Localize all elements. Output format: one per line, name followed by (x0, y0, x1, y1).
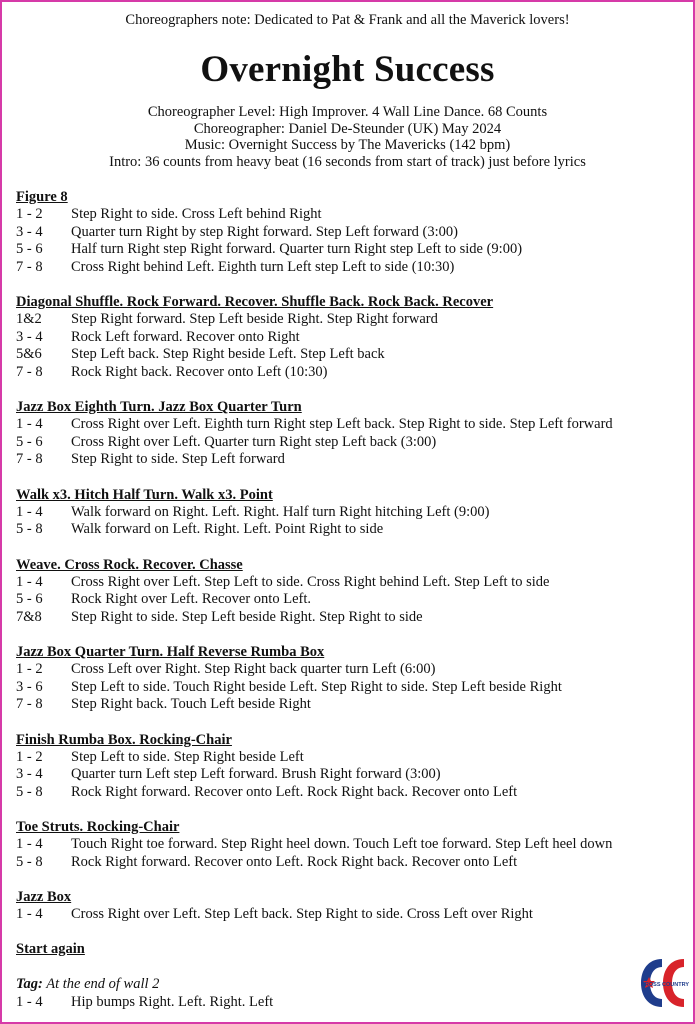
step-row (16, 241, 683, 259)
dance-section (16, 643, 683, 714)
start-again: Start again (16, 940, 85, 957)
step-count: 7 - 8 (16, 258, 43, 275)
info-level: Choreographer Level: High Improver. 4 Wall Line Dance. 68 Counts (147, 104, 548, 120)
section-heading: Figure 8 (16, 189, 68, 205)
step-description: Hip bumps Right. Left. Right. Left (71, 993, 274, 1010)
step-description: Step Right forward. Step Left beside Right. Step Right forward (71, 311, 438, 327)
dance-section (16, 398, 683, 469)
step-description: Half turn Right step Right forward. Quarter turn Right step Left to side (9:00) (71, 241, 523, 257)
step-count: 3 - 4 (16, 328, 43, 345)
step-count: 1 - 4 (16, 836, 43, 852)
step-description: Walk forward on Left. Right. Left. Point Right to side (71, 521, 384, 537)
step-description: Cross Right behind Left. Eighth turn Left step Left to side (10:30) (71, 258, 455, 275)
step-row (16, 766, 683, 784)
dance-section (16, 888, 683, 924)
section-heading: Finish Rumba Box. Rocking-Chair (16, 731, 232, 748)
step-count: 1 - 2 (16, 206, 43, 222)
step-description: Step Right to side. Step Left forward (71, 451, 285, 467)
step-row (16, 591, 683, 609)
step-description: Cross Right over Left. Eighth turn Right step Left back. Step Right to side. Step Left forward (71, 416, 613, 432)
dance-section (16, 486, 683, 539)
step-row (16, 259, 683, 277)
dance-info (2, 104, 693, 170)
step-description: Step Left back. Step Right beside Left. Step Left back (71, 346, 385, 362)
step-count: 1 - 4 (16, 906, 43, 922)
step-description: Touch Right toe forward. Step Right heel down. Touch Left toe forward. Step Left heel down (71, 836, 613, 852)
step-description: Step Right back. Touch Left beside Right (71, 696, 311, 712)
step-row (16, 661, 683, 679)
tag-label: Tag: (16, 976, 43, 992)
step-count: 1 - 4 (16, 416, 43, 432)
step-row (16, 329, 683, 347)
section-heading: Weave. Cross Rock. Recover. Chasse (16, 556, 243, 573)
step-count: 5 - 8 (16, 783, 43, 800)
step-row (16, 836, 683, 854)
logo-text: CROSS COUNTRY (640, 982, 690, 988)
sections-list (16, 188, 683, 924)
step-description: Rock Left forward. Recover onto Right (71, 328, 300, 345)
step-count: 3 - 4 (16, 223, 43, 240)
step-count: 5 - 6 (16, 433, 43, 450)
dance-section (16, 556, 683, 627)
step-count: 5 - 8 (16, 521, 43, 537)
step-description: Cross Right over Left. Step Left to side. Cross Right behind Left. Step Left to side (71, 573, 550, 590)
step-count: 7&8 (16, 608, 42, 625)
section-heading: Jazz Box Eighth Turn. Jazz Box Quarter Turn (16, 399, 302, 415)
step-count: 5 - 6 (16, 591, 43, 607)
section-heading: Diagonal Shuffle. Rock Forward. Recover. Shuffle Back. Rock Back. Recover (16, 294, 494, 310)
section-heading: Toe Struts. Rocking-Chair (16, 819, 180, 835)
step-description: Rock Right forward. Recover onto Left. Rock Right back. Recover onto Left (71, 783, 518, 800)
step-description: Cross Right over Left. Step Left back. Step Right to side. Cross Left over Right (71, 906, 533, 922)
step-description: Step Left to side. Step Right beside Left (71, 748, 304, 765)
step-description: Cross Left over Right. Step Right back quarter turn Left (6:00) (71, 661, 436, 677)
dance-section (16, 731, 683, 802)
step-count: 1&2 (16, 311, 42, 327)
step-content (16, 188, 683, 958)
step-description: Rock Right back. Recover onto Left (10:30) (71, 363, 328, 380)
step-count: 1 - 4 (16, 573, 43, 590)
tag-heading (16, 976, 273, 994)
step-count: 5 - 8 (16, 853, 43, 870)
step-count: 3 - 6 (16, 678, 43, 695)
step-row (16, 434, 683, 452)
step-description: Step Right to side. Step Left beside Right. Step Right to side (71, 608, 423, 625)
step-count: 1 - 2 (16, 661, 43, 677)
step-row (16, 679, 683, 697)
step-count: 1 - 2 (16, 748, 43, 765)
dance-section (16, 818, 683, 871)
cross-country-cc-logo-icon (638, 953, 690, 1013)
section-heading: Jazz Box Quarter Turn. Half Reverse Rumba Box (16, 644, 325, 660)
step-count: 7 - 8 (16, 363, 43, 380)
step-row (16, 311, 683, 329)
step-count: 1 - 4 (16, 993, 43, 1010)
step-row (16, 504, 683, 522)
step-row (16, 574, 683, 592)
step-description: Cross Right over Left. Quarter turn Right step Left back (3:00) (71, 433, 437, 450)
step-description: Rock Right forward. Recover onto Left. Rock Right back. Recover onto Left (71, 853, 518, 870)
step-description: Quarter turn Left step Left forward. Brush Right forward (3:00) (71, 766, 441, 782)
step-row (16, 784, 683, 802)
step-count: 7 - 8 (16, 451, 43, 467)
choreographer-note: Choreographers note: Dedicated to Pat & Frank and all the Maverick lovers! (125, 12, 570, 28)
dance-title: Overnight Success (200, 49, 495, 90)
step-row (16, 906, 683, 924)
step-row (16, 451, 683, 469)
step-row (16, 346, 683, 364)
step-description: Walk forward on Right. Left. Right. Half turn Right hitching Left (9:00) (71, 503, 490, 520)
info-music: Music: Overnight Success by The Mavericks (142 bpm) (184, 137, 511, 153)
step-row (16, 224, 683, 242)
tag-step-row (16, 994, 273, 1012)
dance-section (16, 188, 683, 276)
step-count: 7 - 8 (16, 696, 43, 712)
step-row (16, 206, 683, 224)
step-description: Quarter turn Right by step Right forward. Step Left forward (3:00) (71, 223, 458, 240)
info-choreographer: Choreographer: Daniel De-Steunder (UK) May 2024 (193, 120, 502, 137)
step-count: 5 - 6 (16, 241, 43, 257)
section-heading: Walk x3. Hitch Half Turn. Walk x3. Point (16, 486, 273, 503)
tag-text: At the end of wall 2 (46, 976, 160, 992)
step-description: Step Left to side. Touch Right beside Left. Step Right to side. Step Left beside Right (71, 678, 562, 695)
step-count: 5&6 (16, 346, 42, 362)
step-description: Rock Right over Left. Recover onto Left. (71, 591, 311, 607)
step-row (16, 609, 683, 627)
dance-section (16, 293, 683, 381)
step-row (16, 854, 683, 872)
step-row (16, 749, 683, 767)
step-row (16, 364, 683, 382)
tag-block (16, 976, 273, 1011)
step-description: Step Right to side. Cross Left behind Right (71, 206, 322, 222)
step-count: 1 - 4 (16, 503, 43, 520)
step-count: 3 - 4 (16, 766, 43, 782)
step-row (16, 696, 683, 714)
step-row (16, 416, 683, 434)
info-intro: Intro: 36 counts from heavy beat (16 seconds from start of track) just before lyrics (109, 153, 586, 170)
step-row (16, 521, 683, 539)
section-heading: Jazz Box (16, 889, 72, 905)
